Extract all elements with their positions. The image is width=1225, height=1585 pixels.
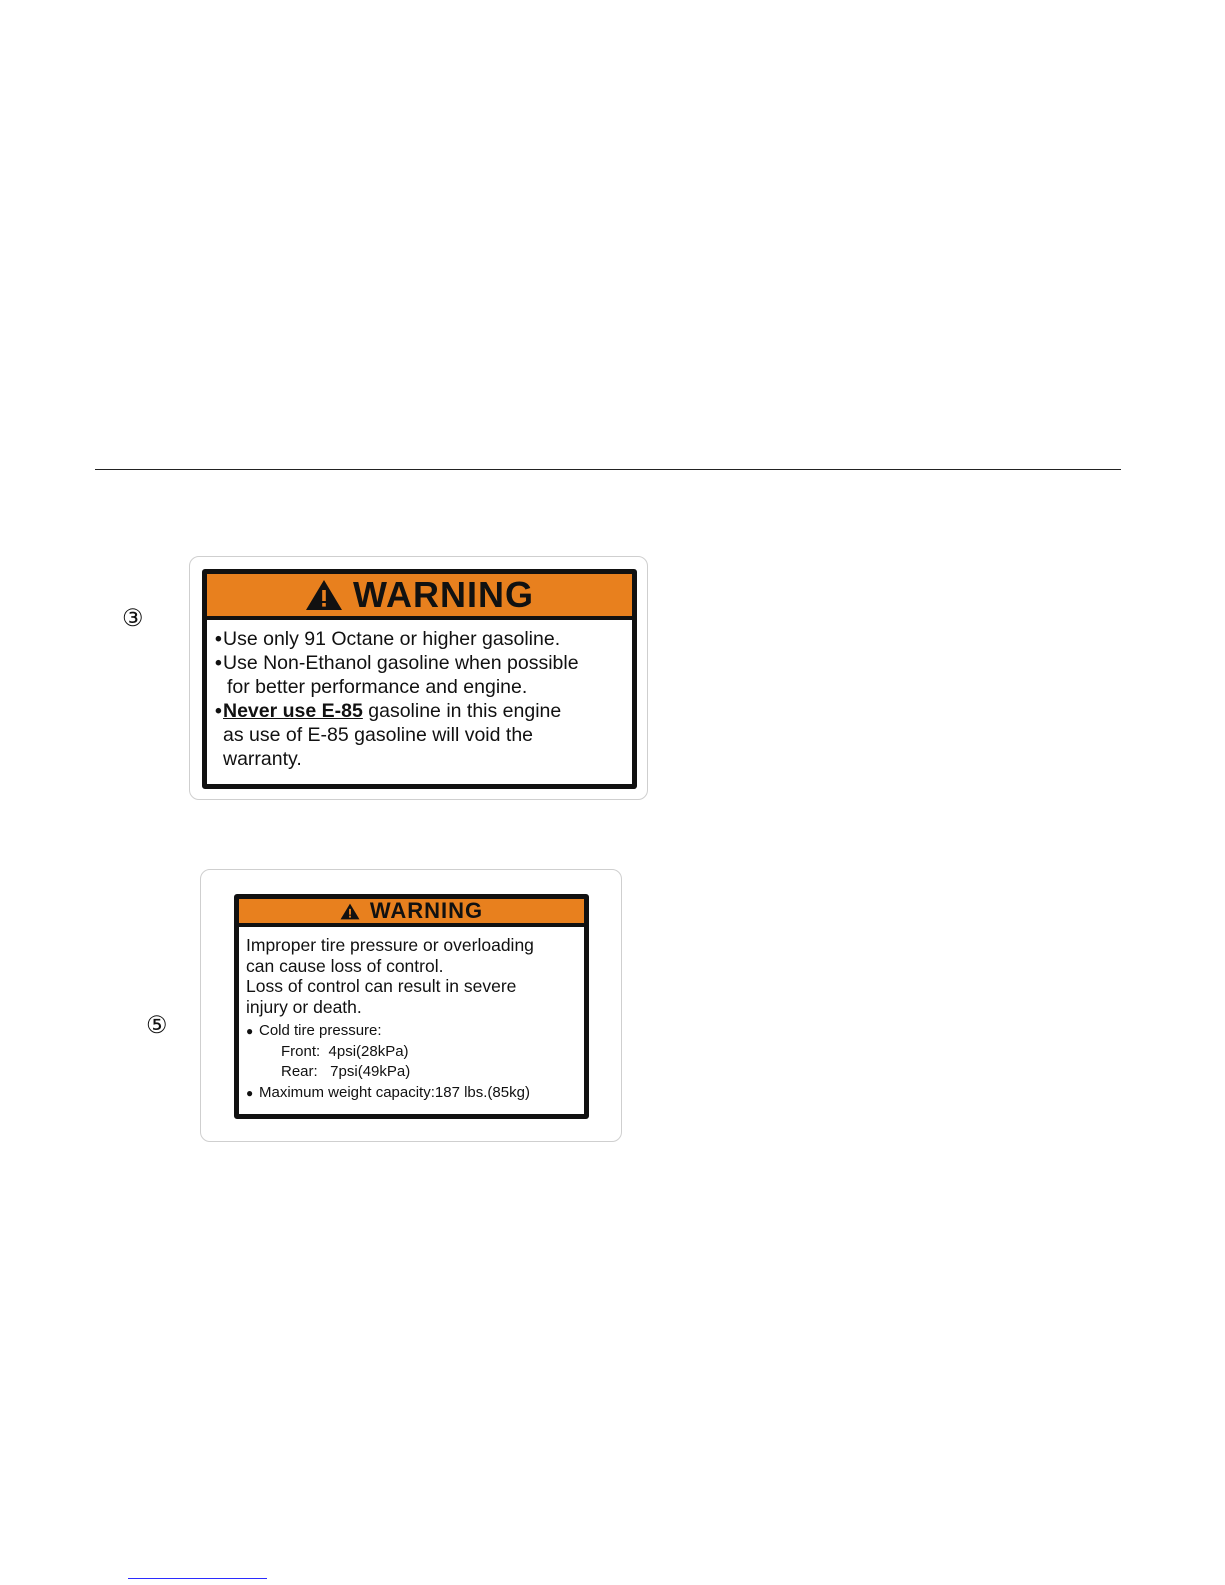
footnote-rule [128,1578,267,1579]
warning-line: can cause loss of control. [246,955,444,976]
warning-header [239,899,584,927]
bullet: • [215,700,222,722]
warning-line: for better performance and engine. [227,676,528,698]
e85-emphasis: Never use E-85 [223,700,363,722]
warning-header [207,574,632,620]
warning-line: •Never use E-85 gasoline in this engine [215,700,562,722]
warning-line: •Use only 91 Octane or higher gasoline. [215,628,561,650]
warning-label-frame [234,894,589,1119]
front-pressure: Front: 4psi(28kPa) [281,1042,409,1060]
warning-label-fuel [189,556,648,800]
rear-pressure: Rear: 7psi(49kPa) [281,1063,411,1080]
bullet: • [215,628,222,650]
warning-line: injury or death. [246,996,362,1017]
warning-title: WARNING [353,574,534,615]
bullet: • [215,652,222,674]
warning-line: warranty. [223,748,302,770]
callout-number-3: ③ [122,605,144,632]
warning-body [207,620,632,771]
warning-line: Improper tire pressure or overloading [246,935,534,955]
warning-label-frame [202,569,637,789]
bullet: ● [246,1024,254,1038]
warning-title: WARNING [369,898,484,923]
warning-line: Loss of control can result in severe [246,976,517,996]
warning-triangle-icon [305,579,343,611]
section-divider [95,469,1121,470]
tire-pressure-title: ● Cold tire pressure: [246,1021,578,1042]
warning-body [239,927,584,1103]
warning-label-tire [200,869,622,1142]
weight-capacity: ● Maximum weight capacity:187 lbs.(85kg) [246,1083,578,1104]
warning-triangle-icon [340,903,360,920]
callout-number-5: ⑤ [146,1012,168,1039]
bullet: ● [246,1085,254,1100]
warning-line: •Use Non-Ethanol gasoline when possible [215,652,579,674]
warning-line: as use of E-85 gasoline will void the [223,724,534,746]
